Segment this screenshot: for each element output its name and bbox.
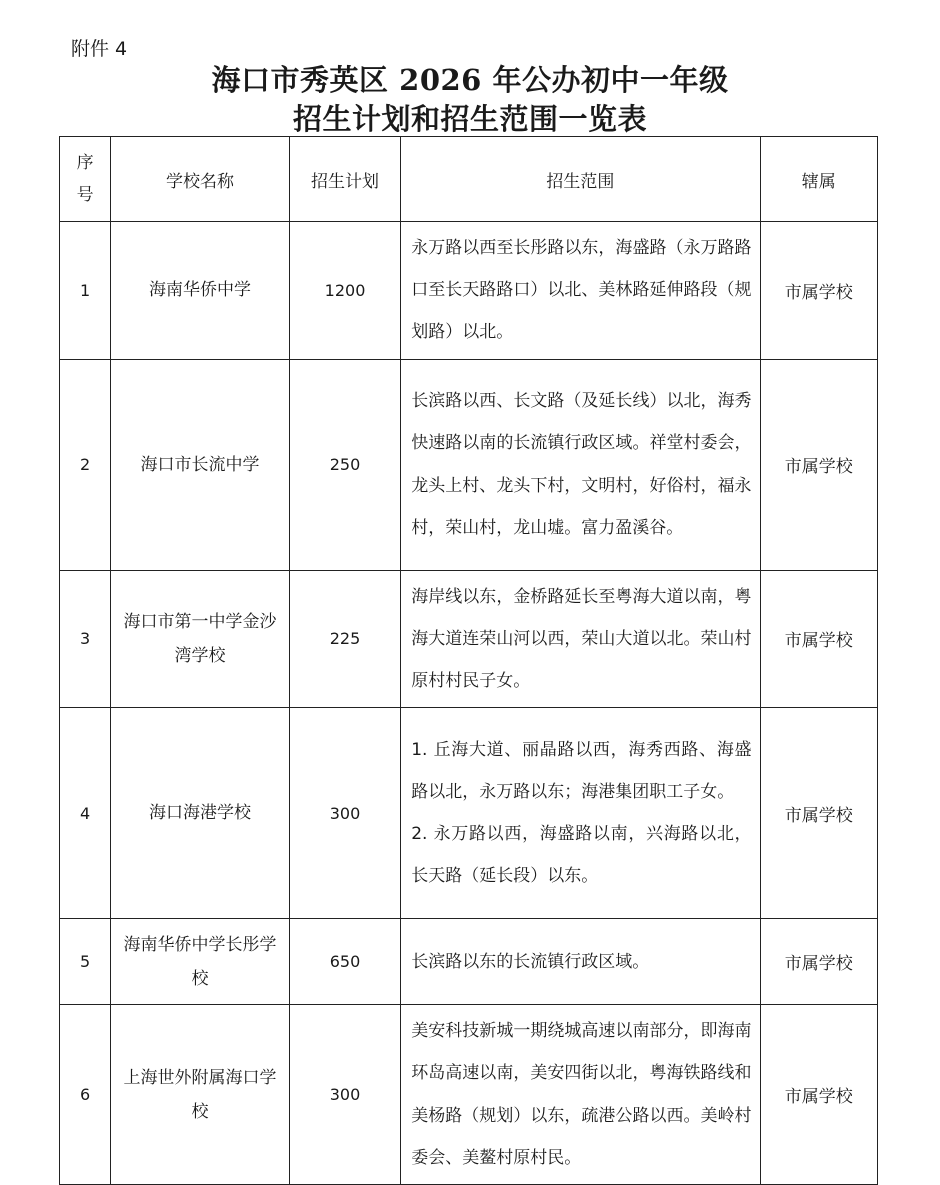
header-no-top: 序 [76,153,94,173]
row-plan: 225 [289,570,400,708]
table-row [60,359,878,570]
row-no: 5 [60,919,111,1005]
table-row [60,1005,878,1185]
row-range: 美安科技新城一期绕城高速以南部分，即海南环岛高速以南，美安四街以北，粤海铁路线和美杨路（规划）以东，疏港公路以西。美岭村委会、美鳌村原村民。 [411,1021,752,1168]
row-school-name: 海口市第一中学金沙湾学校 [123,611,277,666]
row-range: 永万路以西至长彤路以东，海盛路（永万路路口至长天路路口）以北、美林路延伸路段（规划路）以北。 [411,238,752,343]
row-plan: 300 [289,708,400,919]
row-school-name: 海口海港学校 [149,803,251,824]
header-affiliation: 辖属 [760,137,877,222]
enrollment-table [59,136,878,1185]
row-range: 海岸线以东，金桥路延长至粤海大道以南，粤海大道连荣山河以西，荣山大道以北。荣山村原村村民子女。 [411,586,752,692]
row-range: 长滨路以西、长文路（及延长线）以北，海秀快速路以南的长流镇行政区域。祥堂村委会，龙头上村、龙头下村，文明村，好俗村，福永村，荣山村，龙山墟。富力盈溪谷。 [411,391,752,538]
header-no-bottom: 号 [76,185,94,205]
header-enrollment-range: 招生范围 [401,137,760,222]
row-school-name: 海南华侨中学 [149,280,251,301]
header-enrollment-plan: 招生计划 [289,137,400,222]
table-row [60,708,878,919]
document-title-line2: 招生计划和招生范围一览表 [292,102,647,136]
row-affiliation: 市属学校 [760,1005,877,1185]
row-no: 3 [60,570,111,708]
row-plan: 1200 [289,222,400,360]
row-school-name: 海口市长流中学 [140,454,260,475]
row-range-part1: 1. 丘海大道、丽晶路以西，海秀西路、海盛路以北，永万路以东；海港集团职工子女。 [411,739,752,803]
row-plan: 650 [289,919,400,1005]
row-no: 6 [60,1005,111,1185]
row-affiliation: 市属学校 [760,222,877,360]
row-range-part2: 2. 永万路以西，海盛路以南，兴海路以北，长天路（延长段）以东。 [411,824,752,887]
row-range: 长滨路以东的长流镇行政区域。 [411,951,650,972]
header-no [60,137,111,222]
row-school-name: 海南华侨中学长彤学校 [123,934,277,989]
table-row [60,222,878,360]
table-row [60,570,878,708]
attachment-label: 附件 4 [71,38,128,60]
document-title-line1: 海口市秀英区 2026 年公办初中一年级 [211,63,729,97]
row-plan: 300 [289,1005,400,1185]
table-row [60,919,878,1005]
row-plan: 250 [289,359,400,570]
header-school-name: 学校名称 [111,137,290,222]
row-no: 2 [60,359,111,570]
row-no: 4 [60,708,111,919]
row-no: 1 [60,222,111,360]
row-school-name: 上海世外附属海口学校 [123,1067,277,1122]
row-affiliation: 市属学校 [760,359,877,570]
row-affiliation: 市属学校 [760,570,877,708]
table-header-row [60,137,878,222]
row-affiliation: 市属学校 [760,919,877,1005]
row-affiliation: 市属学校 [760,708,877,919]
